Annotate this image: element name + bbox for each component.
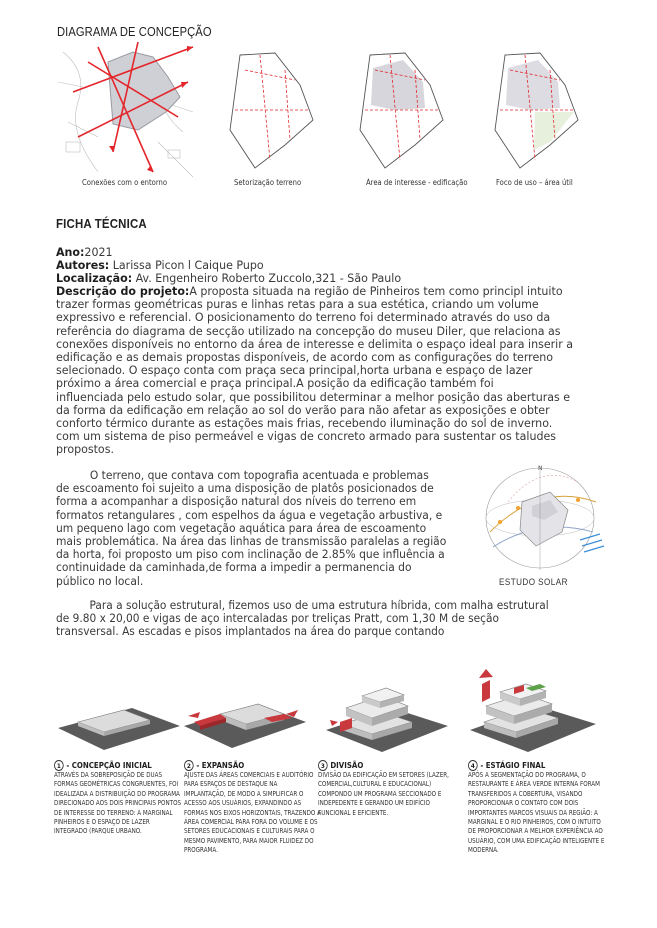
stage-line: AJUSTE DAS ÁREAS COMERCIAIS E AUDITÓRIO [184, 771, 314, 779]
stage-4-description [468, 771, 604, 856]
caption-setorizacao: Setorização terreno [234, 178, 302, 187]
stage-line: ACESSO AOS USUÁRIOS, EXPANDINDO AS [184, 799, 302, 808]
stage-line: TRANSFERIDOS A COBERTURA, VISANDO [468, 789, 583, 798]
stage-line: MARGINAL E O RIO PINHEIROS, COM O INTUITO [468, 818, 601, 827]
stage-line: FORMAS GEOMÉTRICAS CONGRUENTES, FOI [54, 780, 179, 789]
ano-label: Ano: [56, 245, 85, 259]
stage-4-title-text: - ESTÁGIO FINAL [480, 761, 546, 770]
terreno-line: público no local. [56, 573, 144, 588]
terreno-line: formatos retangulares , com espelhos da água e vegetação arbustiva, e [56, 507, 443, 522]
terreno-line: O terreno, que contava com topografia acentuada e problemas [89, 468, 429, 482]
stage-line: IMPLANTAÇÃO, DE MODO A SIMPLIFICAR O [184, 789, 304, 798]
stage-line: ATRAVÉS DA SOBREPOSIÇÃO DE DUAS [54, 771, 163, 779]
terreno-paragraph [56, 469, 446, 588]
stage-1-title-text: - CONCEPÇÃO INICIAL [66, 761, 152, 770]
estrutura-line: de 9.80 x 20,00 e vigas de aço intercaladas por treliças Pratt, com 1,30 M de seção [56, 611, 499, 626]
autores-label: Autores: [56, 258, 110, 272]
diagram-foco-uso [490, 50, 580, 170]
stage-line: PINHEIROS E O ESPAÇO DE LAZER [54, 818, 150, 827]
stage-1-illustration [52, 688, 184, 754]
stage-2-description [184, 771, 321, 856]
stage-line: DIRECIONADO AOS DOIS PRINCIPAIS PONTOS [54, 799, 182, 808]
stage-line: RESTAURANTE E ÁREA VERDE INTERNA FORAM [468, 780, 600, 789]
stage-4-number: 4 [468, 760, 478, 771]
stage-3-description [318, 771, 449, 818]
stage-line: COMERCIAL,CULTURAL E EDUCACIONAL) [318, 780, 432, 789]
stage-line: DIVISÃO DA EDIFICAÇÃO EM SETORES (LAZER, [318, 771, 449, 779]
stage-line: MODERNA. [468, 846, 499, 855]
stage-line: ÁREA COMERCIAL PARA FORA DO VOLUME E OS [184, 818, 318, 827]
descricao-line: referência do diagrama de secção utilizado na concepção do museu Diler, que relaciona as [56, 323, 561, 338]
stage-4-title [468, 760, 609, 771]
stage-3-number: 3 [318, 760, 328, 771]
stage-4 [468, 760, 629, 856]
stage-1-description [54, 771, 181, 837]
stage-line: FORMAS NOS EIXOS HORIZONTAIS, TRAZENDO A [184, 808, 321, 817]
stage-line: IDEALIZADA A DISTRIBUIÇÃO DO PROGRAMA [54, 789, 180, 798]
diagram-connections [58, 42, 198, 182]
stage-3-title-text: DIVISÃO [330, 761, 364, 770]
stage-line: FUNCIONAL E EFICIENTE. [318, 808, 389, 817]
descricao-paragraph [56, 285, 573, 457]
stage-line: INDEPEDENTE E GERANDO UM EDIFÍCIO [318, 799, 430, 808]
stage-2-number: 2 [184, 760, 194, 771]
terreno-line: de escoamento foi sujeito a uma disposição de platôs posicionados de [56, 481, 434, 496]
descricao-line: com um sistema de piso permeável e vigas de concreto armado para sustentar os taludes [56, 429, 557, 444]
estrutura-line: transversal. As escadas e pisos implantados na área do parque contando [56, 624, 445, 639]
diagram-title: DIAGRAMA DE CONCEPÇÃO [57, 24, 212, 39]
solar-study-diagram [478, 462, 608, 578]
solar-caption: ESTUDO SOLAR [499, 577, 568, 587]
stage-line: DE PROPORCIONAR A MELHOR EXPERIÊNCIA AO [468, 827, 603, 836]
descricao-line: expressivo e referencial. O posicionamento do terreno foi determinado através do uso da [56, 310, 551, 325]
descricao-line: selecionado. O espaço conta com praça seca principal,horta urbana e espaço de lazer [56, 363, 533, 378]
stage-line: PROPORCIONAR O CONTATO COM DOIS [468, 799, 579, 808]
ano-value: 2021 [84, 245, 113, 259]
stage-line: PARA ESPAÇOS DE DESTAQUE NA [184, 780, 278, 789]
stage-line: APÓS A SEGMENTAÇÃO DO PROGRAMA, O [468, 771, 586, 779]
descricao-line: conexões disponíveis no entorno da área de interesse e delimita o espaço ideal para inserir a [56, 336, 574, 351]
terreno-line: continuidade da caminhada,de forma a impedir a permanencia do [56, 560, 412, 575]
descricao-line: conforto térmico durante as estações mais frias, recebendo iluminação do sol de inverno. [56, 416, 553, 431]
caption-area-interesse: Área de interesse - edificação [366, 178, 468, 187]
ficha-title: FICHA TÉCNICA [56, 216, 147, 231]
autores-value: Larissa Picon l Caique Pupo [109, 258, 264, 272]
stage-line: SETORES EDUCACIONAIS E CULTURAIS PARA O [184, 827, 315, 836]
terreno-line: forma a acompanhar a disposição natural dos níveis do terreno em [56, 494, 417, 509]
stage-line: PROGRAMA. [184, 846, 218, 855]
descricao-line: trazer formas geométricas puras e linhas retas para a sua estética, criando um volume [56, 297, 539, 312]
descricao-line: próximo a área comercial e praça principal.A posição da edificação também foi [56, 376, 494, 391]
stage-1 [54, 760, 203, 837]
caption-foco-uso: Foco de uso – área útil [496, 178, 573, 187]
terreno-line: da horta, foi proposto um piso com inclinação de 2.85% que influência a [56, 547, 445, 562]
terreno-line: mais problemática. Na área das linhas de transmissão paralelas a região [56, 534, 447, 549]
descricao-label: Descrição do projeto: [56, 284, 190, 298]
descricao-line: edificação e as demais propostas disponíveis, de acordo com as configurações do terreno [56, 350, 554, 365]
stage-2-illustration [180, 682, 310, 754]
stage-line: INTEGRADO (PARQUE URBANO. [54, 827, 142, 836]
stage-3 [318, 760, 472, 818]
descricao-line: propostos. [56, 442, 114, 457]
stage-line: DE INTERESSE DO TERRENO: A MARGINAL [54, 808, 173, 817]
diagram-setorizacao [225, 50, 315, 170]
descricao-line: influenciada pelo estudo solar, que possibilitou determinar a melhor posição das aberturas e [56, 389, 571, 404]
localizacao-value: Av. Engenheiro Roberto Zuccolo,321 - São Paulo [132, 271, 402, 285]
localizacao-label: Localização: [56, 271, 133, 285]
stage-line: IMPORTANTES MARCOS VISUAIS DA REGIÃO: A [468, 808, 598, 817]
stage-3-title [318, 760, 454, 771]
stage-4-illustration [466, 666, 600, 758]
stage-line: MESMO PAVIMENTO, PARA MAIOR FLUIDEZ DO [184, 836, 314, 845]
stage-2-title [184, 760, 326, 771]
diagram-area-interesse [355, 50, 445, 170]
stage-3-illustration [322, 678, 452, 758]
stage-1-title [54, 760, 186, 771]
descricao-line: A proposta situada na região de Pinheiros tem como principl intuito [189, 284, 563, 298]
terreno-line: um pequeno lago com vegetação aquática para área de escoamento [56, 520, 427, 535]
descricao-line: da forma da edificação em relação ao sol do verão para não afetar as exposições e obter [56, 402, 550, 417]
estrutura-paragraph [56, 599, 549, 639]
caption-conexoes: Conexões com o entorno [82, 178, 168, 187]
stage-1-number: 1 [54, 760, 64, 771]
estrutura-line: Para a solução estrutural, fizemos uso de uma estrutura híbrida, com malha estrutural [89, 598, 549, 612]
stage-line: COMPONDO UM PROGRAMA SECCIONADO E [318, 789, 442, 798]
svg-text:N: N [538, 465, 543, 472]
stage-2-title-text: - EXPANSÃO [196, 761, 245, 770]
stage-line: USUÁRIO, COM UMA EDIFICAÇÃO INTELIGENTE E [468, 836, 605, 845]
